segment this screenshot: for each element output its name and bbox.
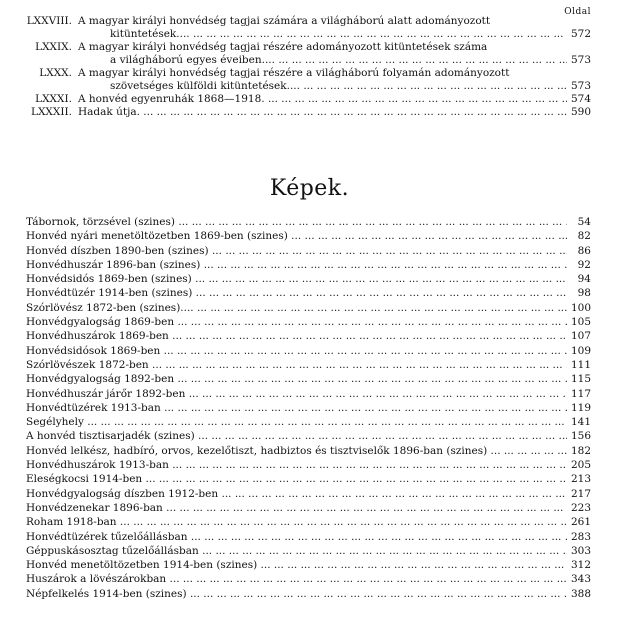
image-list-item <box>0 301 619 315</box>
image-list-item-page: 111 <box>570 358 591 371</box>
toc-entry-text: A magyar királyi honvédség tagjai számára a világháború alatt adományozott <box>78 15 491 27</box>
toc-entry-number: LXXX. <box>39 67 72 79</box>
image-list-item <box>0 358 619 372</box>
toc-top-list <box>0 15 619 119</box>
image-list-item <box>0 372 619 386</box>
image-list-item <box>0 458 619 472</box>
image-list-item <box>0 444 619 458</box>
image-list-item <box>0 415 619 429</box>
image-list-item-label: Honvédgyalogság díszben 1912-ben ... . <box>26 487 567 501</box>
image-list-item-page: 217 <box>570 487 591 500</box>
image-list-item-label: Eleségkocsi 1914-ben ... . <box>26 472 567 486</box>
image-list-item-page: 117 <box>570 387 591 400</box>
image-list-item <box>0 487 619 501</box>
image-list-item-label: Honvédgyalogság 1892-ben ... . <box>26 372 567 386</box>
image-list-item <box>0 215 619 229</box>
image-list-item <box>0 472 619 486</box>
image-list-item <box>0 229 619 243</box>
toc-entry-text: A magyar királyi honvédség tagjai részére a világháború folyamán adományozott <box>78 67 510 79</box>
image-list-item-page: 105 <box>570 316 591 329</box>
image-list-item-page: 141 <box>570 416 591 429</box>
image-list-item <box>0 387 619 401</box>
image-list-item-label: Honvédhuszárok 1869-ben ... . <box>26 329 567 343</box>
image-list-item <box>0 286 619 300</box>
image-list-item <box>0 329 619 343</box>
toc-entry-text: A magyar királyi honvédség tagjai részére adományozott kitüntetések száma <box>78 41 488 53</box>
image-list-item-label: A honvéd tisztisarjadék (szines) ... . <box>26 429 567 443</box>
image-list-item-label: Honvédgyalogság 1869-ben ... . <box>26 315 567 329</box>
image-list-item-label: Honvéd menetöltözetben 1914-ben (szines) ... . <box>26 558 567 572</box>
image-list-item-page: 388 <box>570 587 591 600</box>
image-list-item <box>0 544 619 558</box>
image-list-item-page: 343 <box>570 573 591 586</box>
toc-entry-text: A honvéd egyenruhák 1868—1918. ... . <box>78 93 567 106</box>
image-list-item-label: Honvéd díszben 1890-ben (szines) ... . <box>26 244 567 258</box>
image-list-item-page: 92 <box>577 258 591 271</box>
page-column-label: Oldal <box>564 7 591 17</box>
image-list-item-label: Honvédhuszár 1896-ban (szines) ... . <box>26 258 567 272</box>
image-list-item-page: 115 <box>570 373 591 386</box>
image-list-item <box>0 258 619 272</box>
image-list-item-page: 213 <box>570 473 591 486</box>
image-list-item <box>0 315 619 329</box>
image-list-item-label: Tábornok, törzsével (szines) ... . <box>26 215 567 229</box>
toc-entry-number: LXXXII. <box>30 106 72 118</box>
image-list-item-page: 82 <box>577 230 591 243</box>
toc-entry-number: LXXVIII. <box>26 15 72 27</box>
toc-entry-number: LXXIX. <box>35 41 72 53</box>
image-list-item-label: Honvédzenekar 1896-ban ... . <box>26 501 567 515</box>
image-list-item-label: Honvédsidósok 1869-ben ... . <box>26 344 567 358</box>
image-list-item-page: 54 <box>577 216 591 228</box>
toc-entry-continuation <box>0 80 619 93</box>
image-list-item-label: Honvéd lelkész, hadbíró, orvos, kezelőtiszt, hadbiztos és tisztviselők 1896-ban (szines) ... . <box>26 444 567 458</box>
image-list-item <box>0 344 619 358</box>
image-list-item-page: 283 <box>570 530 591 543</box>
image-list-item-label: Segélyhely ... . <box>26 415 567 429</box>
image-list-item-page: 107 <box>570 330 591 343</box>
image-list-item <box>0 401 619 415</box>
toc-entry-text: Hadak útja. ... . <box>78 106 567 119</box>
image-list-item-label: Honvéd nyári menetöltözetben 1869-ben (szines) ... . <box>26 229 567 243</box>
image-list-item <box>0 558 619 572</box>
image-list-item-page: 94 <box>577 273 591 286</box>
image-list-item <box>0 515 619 529</box>
image-list-item <box>0 587 619 601</box>
image-list-item-page: 100 <box>570 301 591 314</box>
image-list-item-page: 303 <box>570 544 591 557</box>
toc-entry-page: 590 <box>570 106 591 118</box>
image-list-item-label: Roham 1918-ban ... . <box>26 515 567 529</box>
image-list-item-label: Szórlövészek 1872-ben ... . <box>26 358 567 372</box>
toc-entry-continuation <box>0 28 619 41</box>
image-list-item-label: Géppuskásosztag tűzelőállásban ... . <box>26 544 567 558</box>
toc-entry-page: 572 <box>570 28 591 40</box>
image-list-item-page: 109 <box>570 344 591 357</box>
toc-entry-text: a világháború egyes éveiben.... ... . <box>110 54 567 67</box>
images-list <box>0 215 619 601</box>
toc-entry <box>0 15 619 28</box>
image-list-item-label: Népfelkelés 1914-ben (szines) ... . <box>26 587 567 601</box>
image-list-item <box>0 272 619 286</box>
image-list-item-page: 205 <box>570 459 591 472</box>
image-list-item <box>0 429 619 443</box>
toc-entry <box>0 93 619 106</box>
image-list-item-label: Honvédtüzér 1914-ben (szines) ... . <box>26 286 567 300</box>
image-list-item-page: 156 <box>570 430 591 443</box>
toc-entry <box>0 41 619 54</box>
toc-entry-continuation <box>0 54 619 67</box>
image-list-item-label: Honvédtüzérek tűzelőállásban ... . <box>26 530 567 544</box>
image-list-item-label: Szórlövész 1872-ben (szines).... ... . <box>26 301 567 315</box>
image-list-item-label: Honvédsidós 1869-ben (szines) ... . <box>26 272 567 286</box>
image-list-item-page: 312 <box>570 559 591 572</box>
image-list-item <box>0 501 619 515</box>
toc-entry-page: 574 <box>570 93 591 105</box>
image-list-item-page: 86 <box>577 244 591 257</box>
toc-entry <box>0 106 619 119</box>
image-list-item-label: Honvédtüzérek 1913-ban ... . <box>26 401 567 415</box>
toc-entry-text: szövetséges külföldi kitüntetések.... ... . <box>110 80 567 93</box>
toc-entry-text: kitüntetések.... ... . <box>110 28 567 41</box>
toc-entry-page: 573 <box>570 80 591 92</box>
image-list-item-page: 223 <box>570 501 591 514</box>
toc-entry-page: 573 <box>570 54 591 66</box>
toc-entry-number: LXXXI. <box>35 93 72 105</box>
image-list-item-page: 119 <box>570 401 591 414</box>
image-list-item-label: Honvédhuszár járőr 1892-ben ... . <box>26 387 567 401</box>
image-list-item-label: Huszárok a lövészárokban ... . <box>26 572 567 586</box>
toc-entry <box>0 67 619 80</box>
image-list-item-page: 261 <box>570 516 591 529</box>
image-list-item-page: 98 <box>577 287 591 300</box>
section-title: Képek. <box>269 176 350 201</box>
image-list-item-label: Honvédhuszárok 1913-ban ... . <box>26 458 567 472</box>
image-list-item <box>0 530 619 544</box>
image-list-item-page: 182 <box>570 444 591 457</box>
image-list-item <box>0 572 619 586</box>
image-list-item <box>0 244 619 258</box>
